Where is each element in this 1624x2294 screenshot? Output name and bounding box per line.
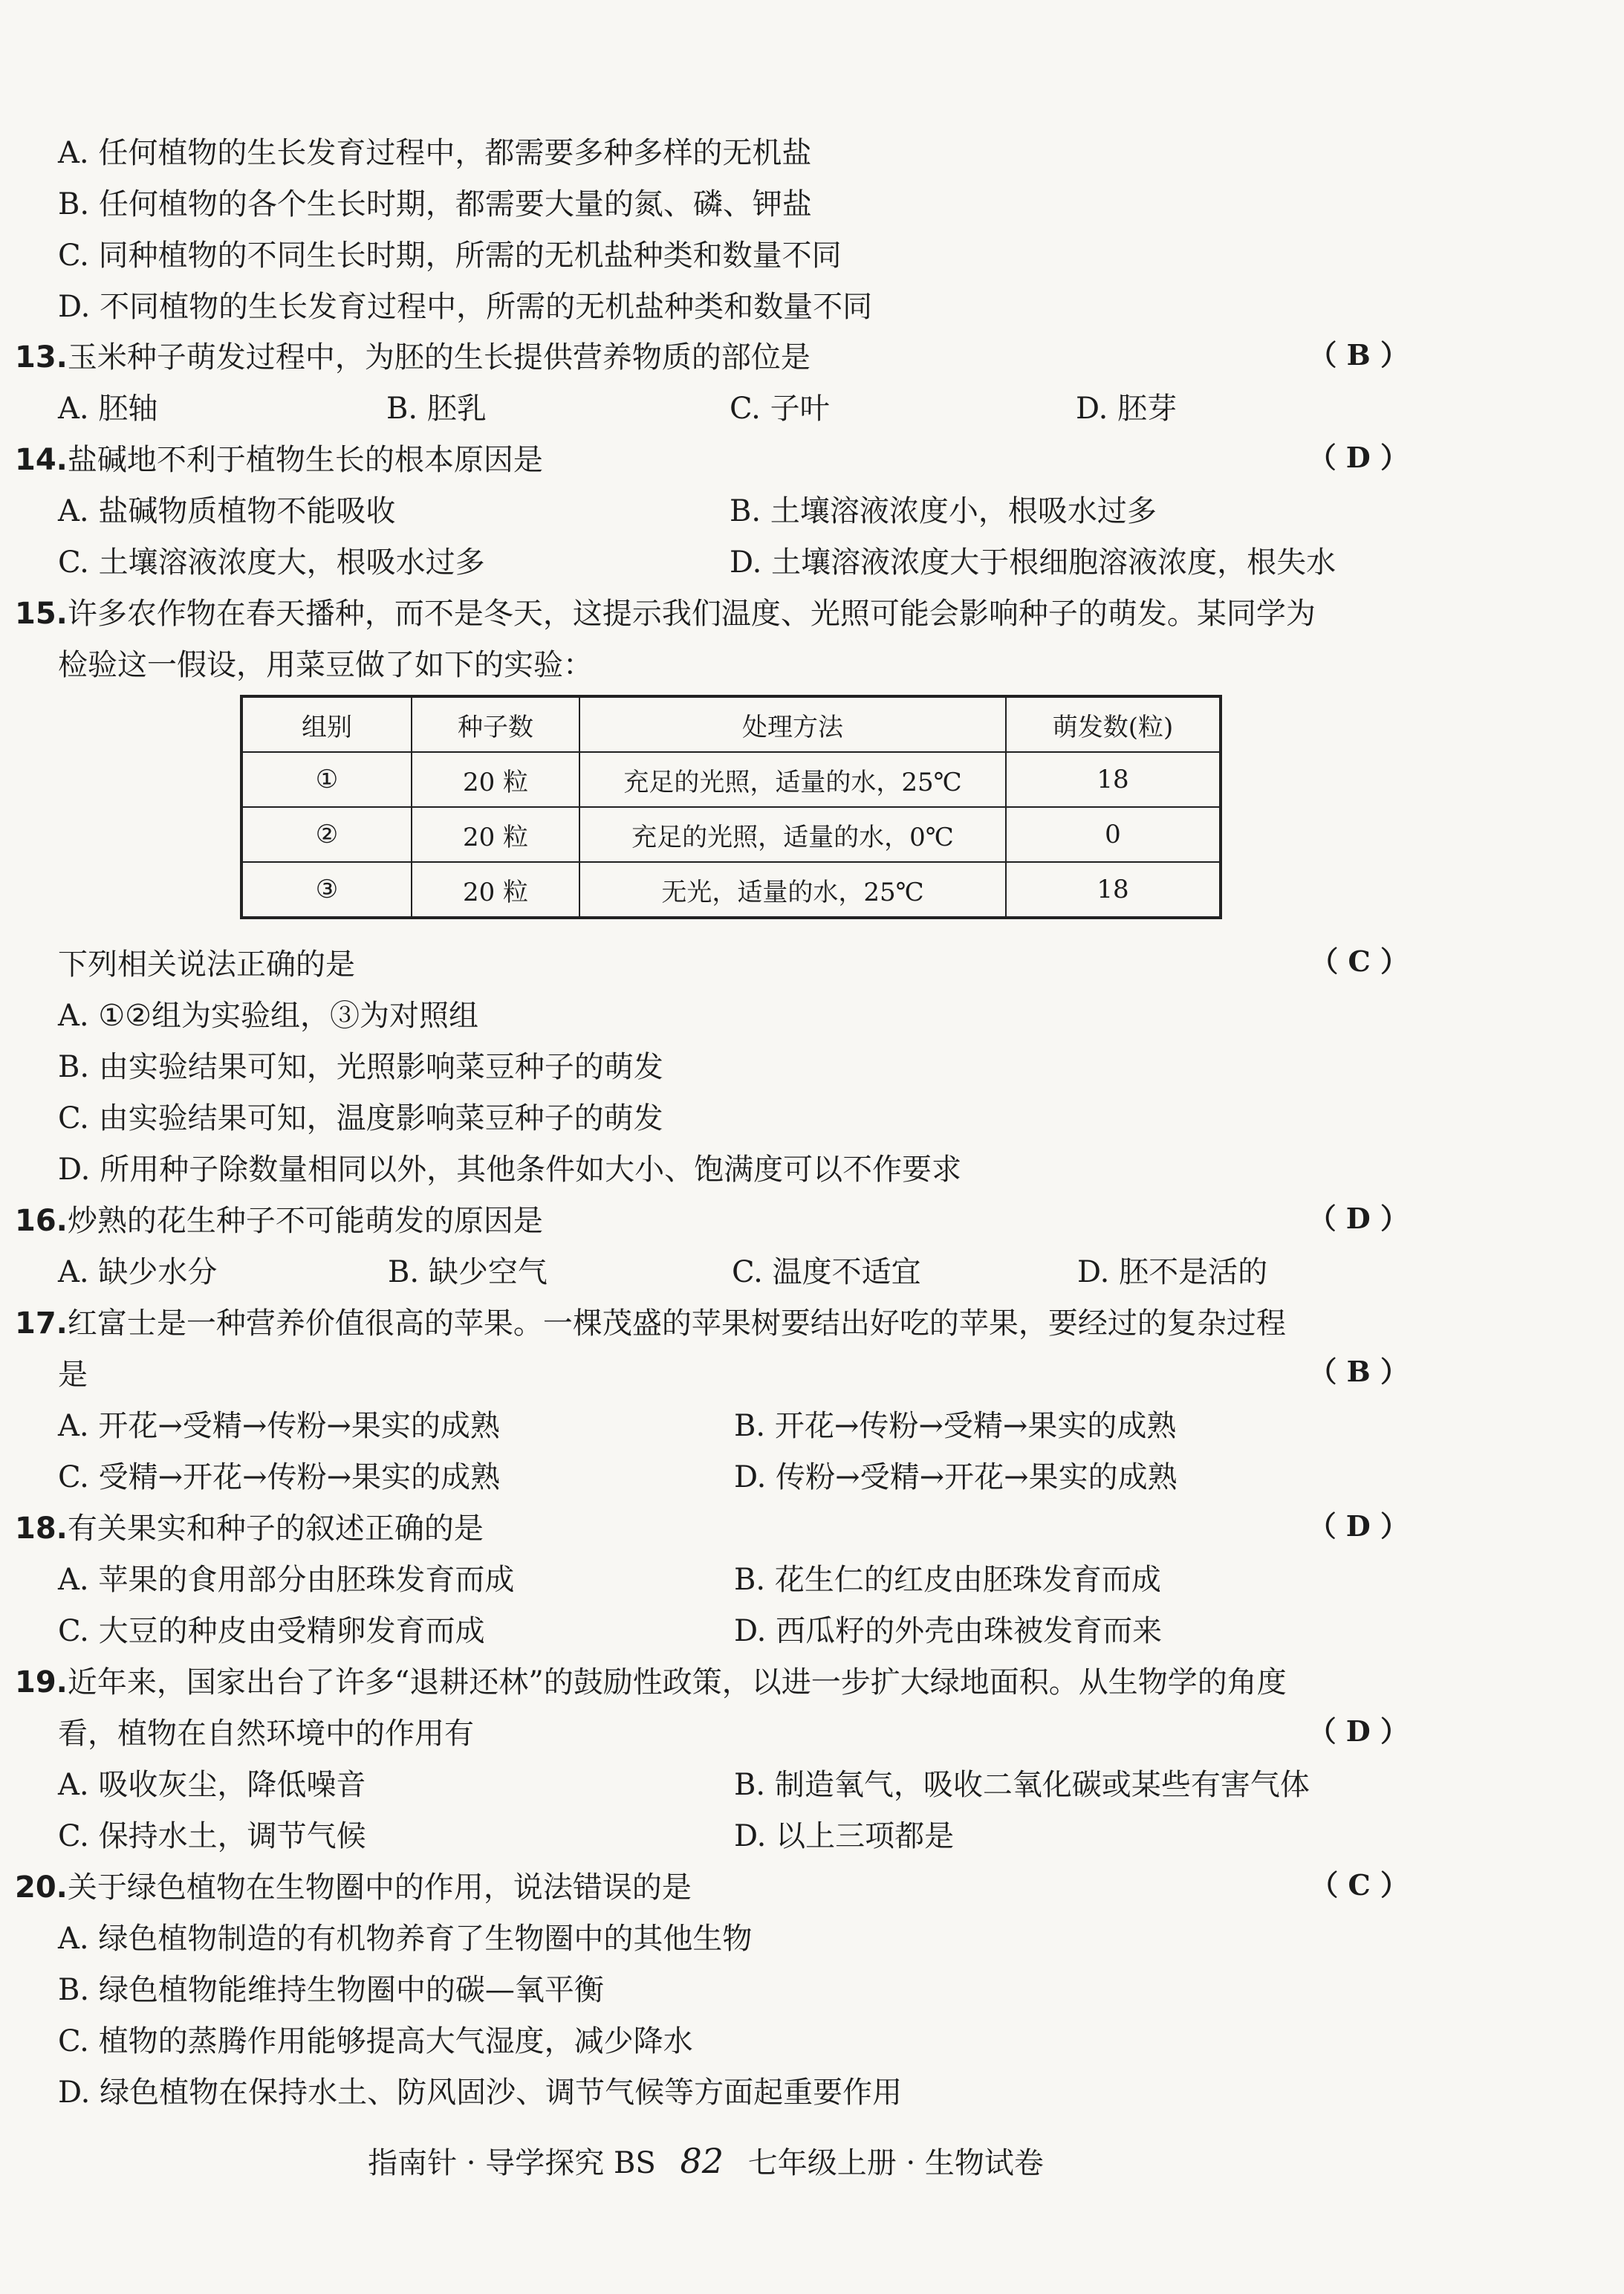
q18-option-d: D. 西瓜籽的外壳由珠被发育而来 bbox=[734, 1614, 1163, 1648]
q20-option-d: D. 绿色植物在保持水土、防风固沙、调节气候等方面起重要作用 bbox=[58, 2076, 903, 2110]
q14-option-d: D. 土壤溶液浓度大于根细胞溶液浓度，根失水 bbox=[730, 545, 1336, 580]
q17-option-a: A. 开花→受精→传粉→果实的成熟 bbox=[58, 1409, 500, 1443]
q17-stem-text: 红富士是一种营养价值很高的苹果。一棵茂盛的苹果树要结出好吃的苹果，要经过的复杂过程 bbox=[67, 1306, 1286, 1341]
q13-option-b: B. 胚乳 bbox=[386, 392, 487, 426]
q16-answer: （ D ） bbox=[1308, 1202, 1409, 1235]
experiment-table bbox=[240, 695, 1222, 919]
footer-left: 指南针 · 导学探究 BS bbox=[368, 2146, 656, 2180]
q18-stem-text: 有关果实和种子的叙述正确的是 bbox=[67, 1511, 484, 1546]
q17-stem-line2: 是 bbox=[58, 1358, 88, 1392]
table-cell: 20 粒 bbox=[412, 752, 579, 807]
q19-number: 19. bbox=[15, 1665, 68, 1700]
q13-stem bbox=[15, 337, 811, 378]
page-number: 82 bbox=[680, 2141, 724, 2181]
q19-stem-text: 近年来，国家出台了许多“退耕还林”的鼓励性政策，以进一步扩大绿地面积。从生物学的角度 bbox=[67, 1665, 1287, 1700]
q16-option-d: D. 胚不是活的 bbox=[1077, 1255, 1268, 1289]
q16-stem bbox=[15, 1200, 543, 1242]
q18-option-b: B. 花生仁的红皮由胚珠发育而成 bbox=[734, 1563, 1161, 1597]
q15-number: 15. bbox=[15, 597, 68, 631]
table-cell: 20 粒 bbox=[412, 807, 579, 862]
q14-answer: （ D ） bbox=[1308, 441, 1409, 474]
q14-stem-text: 盐碱地不利于植物生长的根本原因是 bbox=[67, 443, 543, 477]
q18-stem bbox=[15, 1508, 484, 1549]
table-header-cell: 组别 bbox=[241, 696, 412, 752]
q13-option-a: A. 胚轴 bbox=[58, 392, 158, 426]
table-cell: 充足的光照，适量的水，25℃ bbox=[579, 752, 1006, 807]
table-cell: ③ bbox=[241, 862, 412, 918]
footer-right: 七年级上册 · 生物试卷 bbox=[747, 2146, 1044, 2180]
table-row bbox=[241, 807, 1221, 862]
table-cell: 充足的光照，适量的水，0℃ bbox=[579, 807, 1006, 862]
q20-stem-text: 关于绿色植物在生物圈中的作用，说法错误的是 bbox=[67, 1870, 692, 1905]
q19-stem-line1 bbox=[15, 1662, 1287, 1703]
q14-number: 14. bbox=[15, 443, 68, 477]
q20-number: 20. bbox=[15, 1870, 68, 1905]
q19-option-b: B. 制造氧气，吸收二氧化碳或某些有害气体 bbox=[734, 1768, 1310, 1802]
q17-option-c: C. 受精→开花→传粉→果实的成熟 bbox=[58, 1460, 501, 1494]
q16-option-c: C. 温度不适宜 bbox=[732, 1255, 921, 1289]
table-row bbox=[241, 862, 1221, 918]
page-footer bbox=[0, 2139, 1412, 2186]
table-cell: 无光，适量的水，25℃ bbox=[579, 862, 1006, 918]
q12-option-c: C. 同种植物的不同生长时期，所需的无机盐种类和数量不同 bbox=[58, 239, 842, 273]
q14-option-b: B. 土壤溶液浓度小，根吸水过多 bbox=[730, 494, 1157, 528]
q14-stem bbox=[15, 439, 543, 481]
q16-number: 16. bbox=[15, 1204, 68, 1238]
q16-option-b: B. 缺少空气 bbox=[388, 1255, 548, 1289]
q14-option-c: C. 土壤溶液浓度大，根吸水过多 bbox=[58, 545, 485, 580]
q15-option-a: A. ①②组为实验组，③为对照组 bbox=[58, 999, 479, 1033]
table-cell: 20 粒 bbox=[412, 862, 579, 918]
q17-option-b: B. 开花→传粉→受精→果实的成熟 bbox=[734, 1409, 1177, 1443]
table-cell: ② bbox=[241, 807, 412, 862]
q16-option-a: A. 缺少水分 bbox=[58, 1255, 218, 1289]
table-cell: 0 bbox=[1006, 807, 1221, 862]
q13-stem-text: 玉米种子萌发过程中，为胚的生长提供营养物质的部位是 bbox=[67, 340, 811, 375]
q15-question: 下列相关说法正确的是 bbox=[58, 947, 355, 982]
q15-stem-text: 许多农作物在春天播种，而不是冬天，这提示我们温度、光照可能会影响种子的萌发。某同学为 bbox=[67, 597, 1316, 631]
table-header-cell: 萌发数(粒) bbox=[1006, 696, 1221, 752]
q20-option-a: A. 绿色植物制造的有机物养育了生物圈中的其他生物 bbox=[58, 1922, 753, 1956]
q12-option-a: A. 任何植物的生长发育过程中，都需要多种多样的无机盐 bbox=[58, 136, 812, 170]
q15-option-b: B. 由实验结果可知，光照影响菜豆种子的萌发 bbox=[58, 1050, 663, 1084]
table-cell: ① bbox=[241, 752, 412, 807]
q20-answer: （ C ） bbox=[1310, 1868, 1409, 1902]
q18-number: 18. bbox=[15, 1511, 68, 1546]
q20-option-b: B. 绿色植物能维持生物圈中的碳—氧平衡 bbox=[58, 1973, 604, 2007]
q13-answer: （ B ） bbox=[1308, 338, 1409, 372]
q18-option-a: A. 苹果的食用部分由胚珠发育而成 bbox=[58, 1563, 515, 1597]
q14-option-a: A. 盐碱物质植物不能吸收 bbox=[58, 494, 396, 528]
table-header-cell: 种子数 bbox=[412, 696, 579, 752]
q15-option-d: D. 所用种子除数量相同以外，其他条件如大小、饱满度可以不作要求 bbox=[58, 1153, 962, 1187]
table-row bbox=[241, 752, 1221, 807]
table-header-row bbox=[241, 696, 1221, 752]
q12-option-d: D. 不同植物的生长发育过程中，所需的无机盐种类和数量不同 bbox=[58, 290, 873, 324]
q15-answer: （ C ） bbox=[1310, 945, 1409, 978]
q15-stem-line1 bbox=[15, 593, 1316, 635]
q16-stem-text: 炒熟的花生种子不可能萌发的原因是 bbox=[67, 1204, 543, 1238]
q17-answer: （ B ） bbox=[1308, 1355, 1409, 1388]
q18-option-c: C. 大豆的种皮由受精卵发育而成 bbox=[58, 1614, 485, 1648]
q15-stem-line2: 检验这一假设，用菜豆做了如下的实验： bbox=[58, 648, 593, 682]
q12-option-b: B. 任何植物的各个生长时期，都需要大量的氮、磷、钾盐 bbox=[58, 187, 812, 221]
q19-stem-line2: 看，植物在自然环境中的作用有 bbox=[58, 1717, 474, 1751]
q17-number: 17. bbox=[15, 1306, 68, 1341]
q15-option-c: C. 由实验结果可知，温度影响菜豆种子的萌发 bbox=[58, 1101, 663, 1135]
q19-option-c: C. 保持水土，调节气候 bbox=[58, 1819, 366, 1853]
q13-number: 13. bbox=[15, 340, 68, 375]
table-cell: 18 bbox=[1006, 752, 1221, 807]
table-header-cell: 处理方法 bbox=[579, 696, 1006, 752]
table-cell: 18 bbox=[1006, 862, 1221, 918]
q20-option-c: C. 植物的蒸腾作用能够提高大气湿度，减少降水 bbox=[58, 2024, 693, 2058]
q20-stem bbox=[15, 1867, 692, 1908]
q13-option-d: D. 胚芽 bbox=[1076, 392, 1178, 426]
q13-option-c: C. 子叶 bbox=[730, 392, 830, 426]
q17-stem-line1 bbox=[15, 1303, 1286, 1344]
q19-option-d: D. 以上三项都是 bbox=[734, 1819, 955, 1853]
q18-answer: （ D ） bbox=[1308, 1509, 1409, 1543]
q19-answer: （ D ） bbox=[1308, 1714, 1409, 1748]
q17-option-d: D. 传粉→受精→开花→果实的成熟 bbox=[734, 1460, 1178, 1494]
q19-option-a: A. 吸收灰尘，降低噪音 bbox=[58, 1768, 366, 1802]
